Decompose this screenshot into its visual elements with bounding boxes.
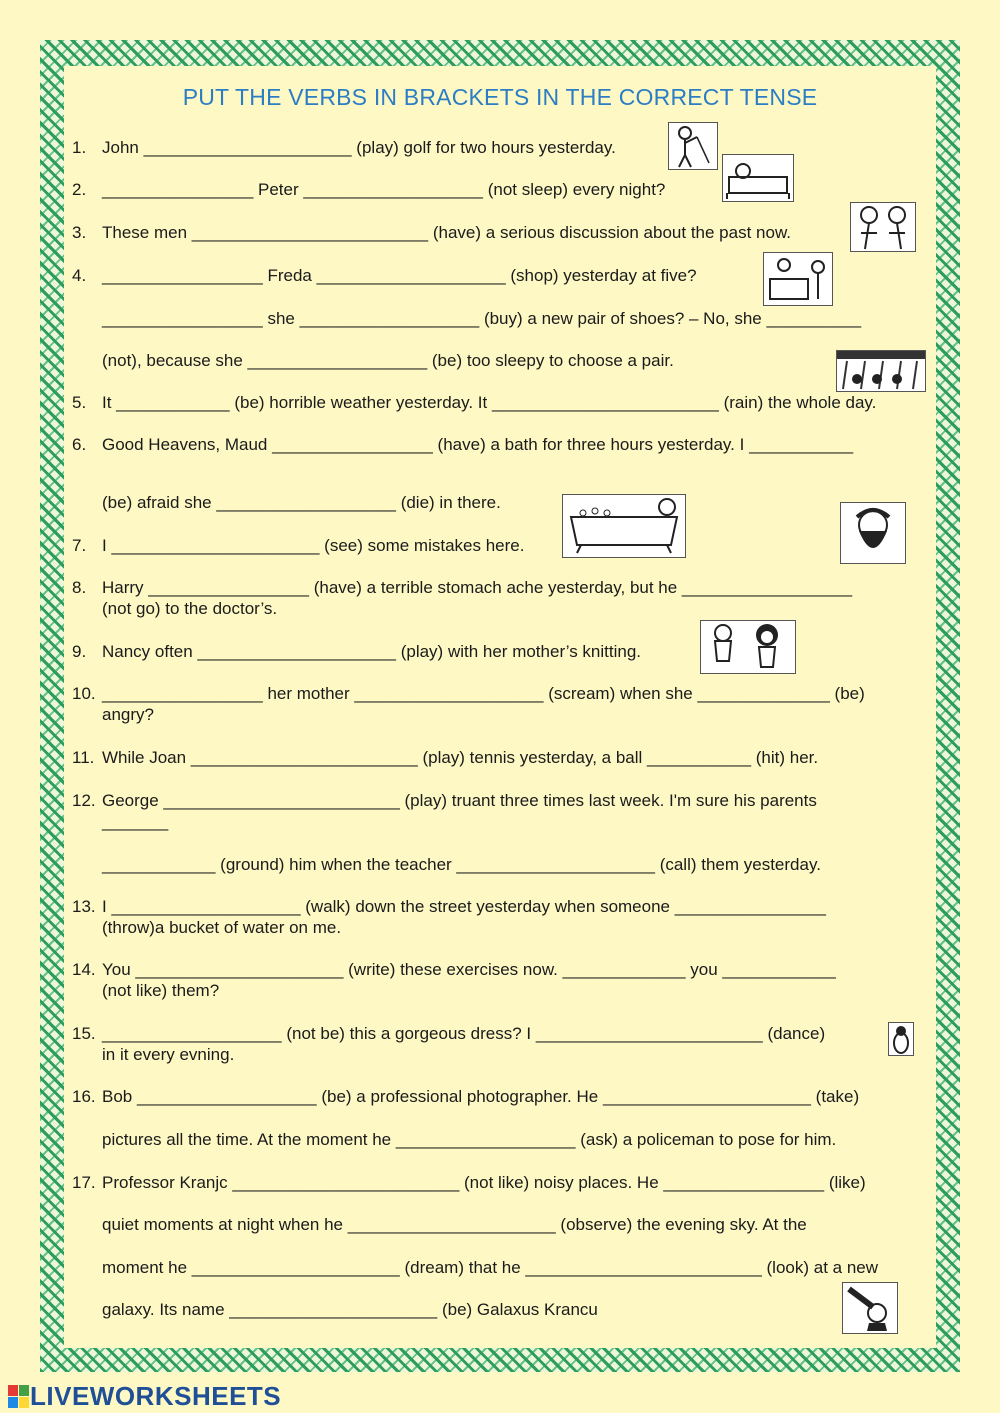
exercise-continuation: [72, 1130, 932, 1150]
item-text: I ______________________ (see) some mistakes here.: [102, 536, 525, 555]
exercise-item: [72, 393, 932, 413]
item-text: (be) afraid she ___________________ (die) in there.: [102, 493, 501, 512]
item-text: You ______________________ (write) these exercises now. _____________ you ____________: [102, 960, 836, 979]
item-text: I ____________________ (walk) down the street yesterday when someone ________________: [102, 897, 826, 916]
exercise-continuation: [72, 1215, 932, 1235]
item-text: (not go) to the doctor’s.: [102, 599, 278, 618]
item-text: (throw)a bucket of water on me.: [102, 918, 342, 937]
item-number: 5.: [72, 393, 87, 412]
exercise-item: [72, 684, 932, 704]
item-number: 2.: [72, 180, 87, 199]
item-number: 7.: [72, 536, 87, 555]
item-number: 6.: [72, 435, 87, 454]
exercise-item: [72, 138, 932, 158]
item-text: in it every evning.: [102, 1045, 235, 1064]
item-number: 10.: [72, 684, 96, 703]
exercise-item: [72, 1024, 932, 1044]
page-title: PUT THE VERBS IN BRACKETS IN THE CORRECT TENSE: [182, 84, 818, 110]
exercise-item: [72, 1173, 932, 1193]
item-text: John ______________________ (play) golf for two hours yesterday.: [102, 138, 616, 157]
exercise-item: [72, 223, 932, 243]
item-text: _________________ she ___________________ (buy) a new pair of shoes? – No, she __________: [102, 309, 862, 328]
item-number: 11.: [72, 748, 95, 767]
exercise-continuation: [72, 493, 932, 513]
item-text: Bob ___________________ (be) a professional photographer. He ______________________ (take): [102, 1087, 860, 1106]
item-text: _______: [102, 812, 169, 831]
exercise-continuation: [72, 309, 932, 329]
bath-icon: [562, 494, 686, 558]
item-number: 1.: [72, 138, 87, 157]
penguin-icon: [888, 1022, 914, 1056]
exercise-continuation: [72, 981, 932, 1001]
item-text: ____________ (ground) him when the teacher _____________________ (call) them yesterday.: [102, 855, 821, 874]
item-text: _________________ Freda ____________________ (shop) yesterday at five?: [102, 266, 697, 285]
item-text: (not), because she ___________________ (be) too sleepy to choose a pair.: [102, 351, 674, 370]
children-icon: [700, 620, 796, 674]
men-discussing-icon: [850, 202, 916, 252]
item-text: It ____________ (be) horrible weather yesterday. It ________________________ (rain) the whole day.: [102, 393, 877, 412]
exercise-item: [72, 180, 932, 200]
item-number: 13.: [72, 897, 96, 916]
exercise-item: [72, 435, 932, 455]
item-text: pictures all the time. At the moment he ___________________ (ask) a policeman to pose for him.: [102, 1130, 837, 1149]
item-number: 16.: [72, 1087, 96, 1106]
item-number: 17.: [72, 1173, 96, 1192]
logo-icon: [8, 1385, 28, 1407]
exercise-continuation: [72, 1045, 932, 1065]
golfer-icon: [668, 122, 718, 170]
item-text: quiet moments at night when he ______________________ (observe) the evening sky. At the: [102, 1215, 807, 1234]
exercise-continuation: [72, 1258, 932, 1278]
exercise-continuation: [72, 599, 932, 619]
item-number: 15.: [72, 1024, 96, 1043]
item-text: While Joan ________________________ (play) tennis yesterday, a ball ___________ (hit) her.: [102, 748, 819, 767]
exercise-continuation: [72, 1300, 932, 1320]
exercise-item: [72, 748, 932, 768]
logo-text: LIVEWORKSHEETS: [30, 1380, 282, 1411]
exercise-item: [72, 1087, 932, 1107]
item-number: 12.: [72, 791, 96, 810]
liveworksheets-logo: [8, 1380, 282, 1411]
item-text: moment he ______________________ (dream) that he _________________________ (look) at a new: [102, 1258, 879, 1277]
exercise-continuation: [72, 705, 932, 725]
exercise-item: [72, 642, 932, 662]
item-text: angry?: [102, 705, 154, 724]
item-number: 3.: [72, 223, 87, 242]
item-text: galaxy. Its name ______________________ (be) Galaxus Krancu: [102, 1300, 598, 1319]
item-text: George _________________________ (play) truant three times last week. I'm sure his parents: [102, 791, 817, 810]
bearded-man-icon: [840, 502, 906, 564]
item-number: 8.: [72, 578, 87, 597]
item-text: (not like) them?: [102, 981, 220, 1000]
item-text: Harry _________________ (have) a terrible stomach ache yesterday, but he __________________: [102, 578, 853, 597]
exercise-item: [72, 960, 932, 980]
item-text: Nancy often _____________________ (play) with her mother’s knitting.: [102, 642, 642, 661]
exercise-item: [72, 578, 932, 598]
sleeper-icon: [722, 154, 794, 202]
exercise-item: [72, 897, 932, 917]
item-text: Professor Kranjc ________________________ (not like) noisy places. He _________________ (like): [102, 1173, 866, 1192]
item-text: ___________________ (not be) this a gorgeous dress? I ________________________ (dance): [102, 1024, 826, 1043]
exercise-continuation: [72, 351, 932, 371]
item-number: 4.: [72, 266, 87, 285]
exercise-item: [72, 791, 932, 811]
item-text: ________________ Peter ___________________ (not sleep) every night?: [102, 180, 666, 199]
shopping-icon: [763, 252, 833, 306]
item-text: These men _________________________ (have) a serious discussion about the past now.: [102, 223, 792, 242]
telescope-icon: [842, 1282, 898, 1334]
exercise-continuation: [72, 918, 932, 938]
item-number: 9.: [72, 642, 87, 661]
exercise-continuation: [72, 855, 932, 875]
item-number: 14.: [72, 960, 96, 979]
exercise-item: [72, 536, 932, 556]
item-text: Good Heavens, Maud _________________ (have) a bath for three hours yesterday. I ___________: [102, 435, 854, 454]
exercise-continuation: [72, 812, 932, 832]
item-text: _________________ her mother ____________________ (scream) when she ______________ (be): [102, 684, 865, 703]
rain-icon: [836, 350, 926, 392]
